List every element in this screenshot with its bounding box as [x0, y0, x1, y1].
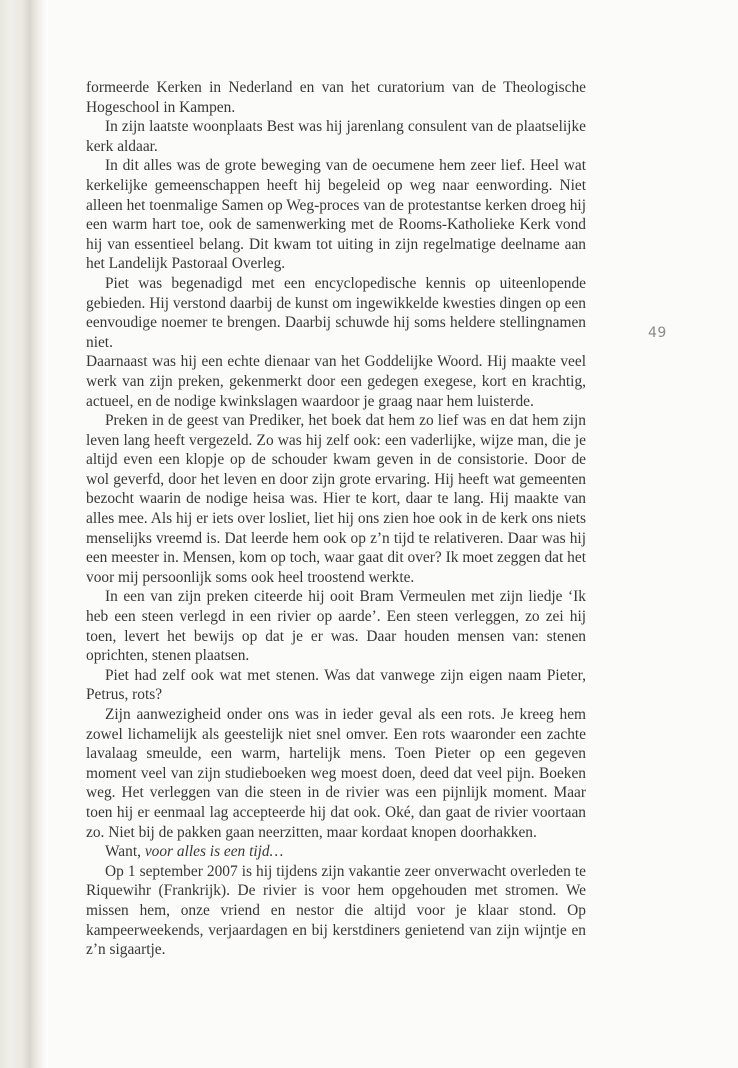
book-gutter: [0, 0, 48, 1068]
paragraph: In zijn laatste woonplaats Best was hij jarenlang consulent van de plaatselijke kerk aldaar.: [86, 118, 586, 155]
paragraph: Daarnaast was hij een echte dienaar van het Goddelijke Woord. Hij maakte veel werk van zijn preken, gekenmerkt door een gedegen exegese, kort en krachtig, actueel, en de nodige kwinkslagen waardoor je graag naar hem luisterde.: [86, 353, 586, 410]
page-number: 49: [648, 325, 667, 341]
paragraph: In dit alles was de grote beweging van de oecumene hem zeer lief. Heel wat kerkelijke gemeenschappen heeft hij begeleid op weg naar eenwording. Niet alleen het toenmalige Samen op Weg-proces van de protestantse kerken droeg hij een warm hart toe, ook de samenwerking met de Rooms-Katholieke Kerk vond hij van essentieel belang. Dit kwam tot uiting in zijn regelmatige deelname aan het Landelijk Pastoraal Overleg.: [86, 157, 586, 273]
quote-lead: Want,: [105, 843, 141, 861]
paragraph: Piet had zelf ook wat met stenen. Was dat vanwege zijn eigen naam Pieter, Petrus, rots?: [86, 666, 586, 704]
paragraph-quote: [86, 842, 586, 862]
quote-italic: voor alles is een tijd…: [144, 843, 284, 861]
paragraph: Preken in de geest van Prediker, het boek dat hem zo lief was en dat hem zijn leven lang heeft vergezeld. Zo was hij zelf ook: een vaderlijke, wijze man, die je altijd even een klopje op de schouder kwam geven in de consistorie. Door de wol geverfd, door het leven en door zijn grote ervaring. Hij heeft wat gemeenten bezocht waarin de nodige heisa was. Hier te kort, daar te lang. Hij maakte van alles mee. Als hij er iets over losliet, liet hij ons zien hoe ook in de kerk ons niets menselijks vreemd is. Dat leerde hem ook op z’n tijd te relativeren. Daar was hij een meester in. Mensen, kom op toch, waar gaat dit over? Ik moet zeggen dat het voor mij persoonlijk soms ook heel troostend werkte.: [86, 412, 586, 586]
paragraph: Zijn aanwezigheid onder ons was in ieder geval als een rots. Je kreeg hem zowel lichamelijk als geestelijk niet snel omver. Een rots waaronder een zachte lavalaag smeulde, een warm, hartelijk mens. Toen Pieter op een gegeven moment veel van zijn studieboeken weg moest doen, deed dat veel pijn. Boeken weg. Het verleggen van die steen in de rivier was een pijnlijk moment. Maar toen hij er eenmaal lag accepteerde hij dat ook. Oké, dan gaat de rivier voortaan zo. Niet bij de pakken gaan neerzitten, maar kordaat knopen doorhakken.: [86, 706, 586, 841]
paragraph: In een van zijn preken citeerde hij ooit Bram Vermeulen met zijn liedje ‘Ik heb een steen verlegd in een rivier op aarde’. Een steen verleggen, zo zei hij toen, levert het bewijs op dat je er was. Daar houden mensen van: stenen oprichten, stenen plaatsen.: [86, 588, 586, 665]
paragraph: Piet was begenadigd met een encyclopedische kennis op uiteenlopende gebieden. Hij verstond daarbij de kunst om ingewikkelde kwesties dingen op een eenvoudige noemer te brengen. Daarbij schuwde hij soms heldere stellingnamen niet.: [86, 274, 586, 351]
paragraph: formeerde Kerken in Nederland en van het curatorium van de Theologische Hogeschool in Kampen.: [86, 79, 586, 116]
body-text: [86, 78, 586, 960]
paragraph: Op 1 september 2007 is hij tijdens zijn vakantie zeer onverwacht overleden te Riquewihr (Frankrijk). De rivier is voor hem opgehouden met stromen. We missen hem, onze vriend en nestor die altijd voor je klaar stond. Op kampeerweekends, verjaardagen en bij kerstdiners genietend van zijn wijntje en z’n sigaartje.: [86, 862, 586, 959]
